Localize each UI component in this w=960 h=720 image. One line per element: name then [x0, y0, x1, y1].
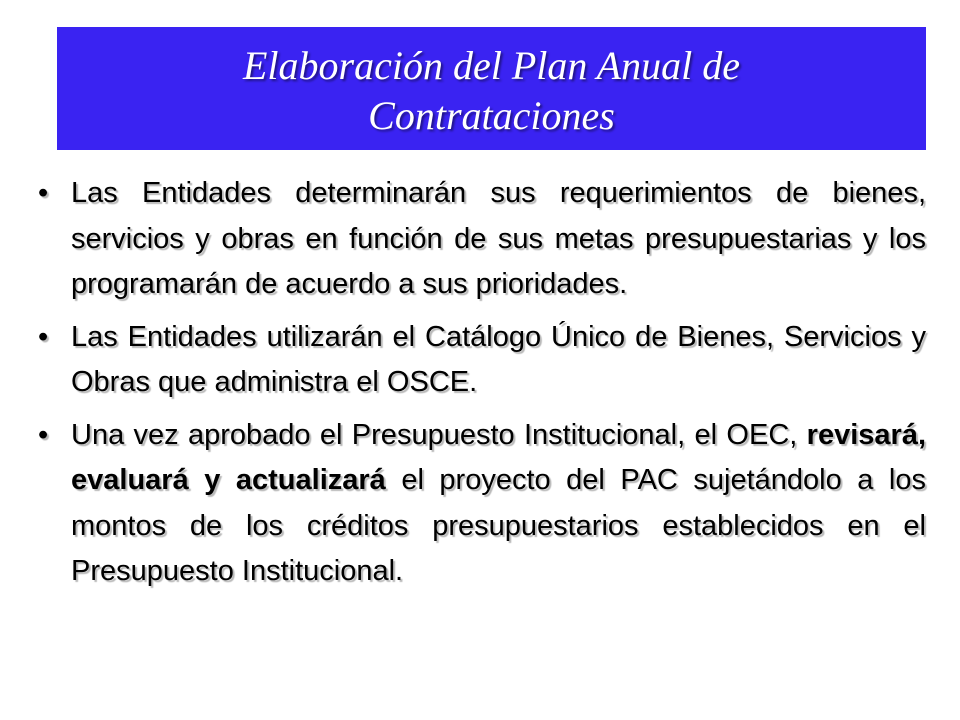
bullet-list [38, 171, 926, 595]
bullet-text: Las Entidades utilizarán el Catálogo Único de Bienes, Servicios y Obras que administra el OSCE. [71, 320, 926, 398]
bullet-dot-icon [38, 171, 71, 217]
bullet-text-end: el proyecto del PAC sujetándolo a los montos de los créditos presupuestarios establecidos en el Presupuesto Institucional. [71, 464, 926, 587]
bullet-dot-icon [38, 413, 71, 459]
bullet-dot-icon [38, 315, 71, 361]
slide-title-line-1: Elaboración del Plan Anual de [243, 42, 740, 88]
slide-title [243, 37, 740, 141]
slide-title-line-2: Contrataciones [368, 92, 615, 138]
bullet-text: Las Entidades determinarán sus requerimientos de bienes, servicios y obras en función de sus metas presupuestarias y los programarán de acuerdo a sus prioridades. [71, 177, 926, 300]
bullet-text-start: Una vez aprobado el Presupuesto Institucional, el OEC, [71, 418, 807, 451]
title-banner [57, 27, 926, 150]
bullet-text-emphasis: revisará, evaluará y actualizará [71, 418, 926, 496]
bullet-item [38, 315, 926, 406]
bullet-item [38, 413, 926, 595]
bullet-item [38, 171, 926, 308]
